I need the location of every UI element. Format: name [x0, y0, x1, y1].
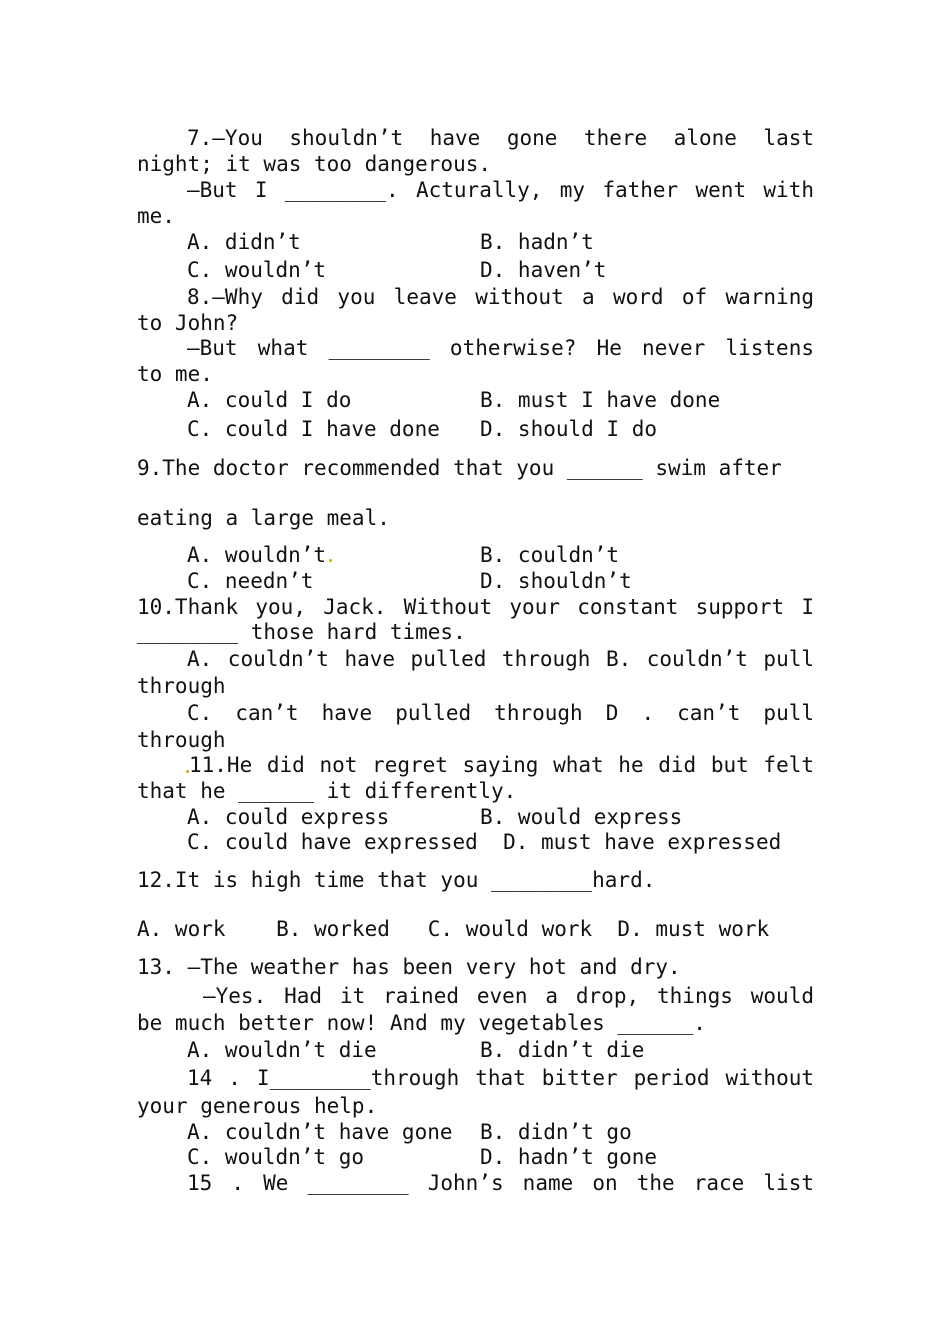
q8-line2: to John?: [137, 311, 239, 335]
q7-option-c: C. wouldn’t: [187, 258, 327, 282]
q12-line1: 12.It is high time that you ________hard.: [137, 868, 656, 892]
q7-option-d: D. haven’t: [480, 258, 607, 282]
q13-line2: —Yes. Had it rained even a drop, things would: [203, 984, 814, 1008]
q11-option-a: A. could express: [187, 805, 390, 829]
q7-option-a: A. didn’t: [187, 230, 301, 254]
q14-option-a: A. couldn’t have gone: [187, 1120, 453, 1144]
q9-line2: eating a large meal.: [137, 506, 390, 530]
q14-option-d: D. hadn’t gone: [480, 1145, 658, 1169]
q9-option-c: C. needn’t: [187, 569, 314, 593]
q14-line1: 14 . I________through that bitter period without: [187, 1066, 814, 1090]
q7-option-b: B. hadn’t: [480, 230, 594, 254]
q14-line2: your generous help.: [137, 1094, 378, 1118]
q7-line4: me.: [137, 204, 175, 228]
q7-line3: —But I ________. Acturally, my father went with: [187, 178, 814, 202]
q8-line4: to me.: [137, 362, 213, 386]
q13-option-a: A. wouldn’t die: [187, 1038, 377, 1062]
q10-line6: through: [137, 728, 226, 752]
q8-option-d: D. should I do: [480, 417, 658, 441]
q13-line3: be much better now! And my vegetables ______.: [137, 1011, 706, 1035]
q7-line2: night; it was too dangerous.: [137, 152, 492, 176]
q8-line3: —But what ________ otherwise? He never listens: [187, 336, 814, 360]
q11-line1: 11.He did not regret saying what he did but felt: [189, 753, 814, 777]
q14-option-c: C. wouldn’t go: [187, 1145, 365, 1169]
q8-option-a: A. could I do: [187, 388, 352, 412]
q8-line1: 8.—Why did you leave without a word of warning: [187, 285, 814, 309]
q11-line2: that he ______ it differently.: [137, 779, 517, 803]
q9-option-b: B. couldn’t: [480, 543, 620, 567]
q10-line4: through: [137, 674, 226, 698]
q14-option-b: B. didn’t go: [480, 1120, 632, 1144]
q11-options-cd: C. could have expressed D. must have expressed: [187, 830, 782, 854]
q10-line1: 10.Thank you, Jack. Without your constant support I: [137, 595, 814, 619]
q9-option-a: A. wouldn’t: [187, 543, 327, 567]
q9-line1: 9.The doctor recommended that you ______ swim after: [137, 456, 782, 480]
q11-option-b: B. would express: [480, 805, 683, 829]
q10-line5: C. can’t have pulled through D . can’t pull: [187, 701, 814, 725]
q10-line2: ________ those hard times.: [137, 620, 466, 644]
q12-options: A. work B. worked C. would work D. must work: [137, 917, 770, 941]
q15-line1: 15 . We ________ John’s name on the race list: [187, 1171, 814, 1195]
q8-option-b: B. must I have done: [480, 388, 721, 412]
q9-option-d: D. shouldn’t: [480, 569, 632, 593]
stray-mark-dot: [329, 559, 332, 562]
q7-line1: 7.—You shouldn’t have gone there alone last: [187, 126, 814, 150]
q10-line3: A. couldn’t have pulled through B. couldn’t pull: [187, 647, 814, 671]
q13-option-b: B. didn’t die: [480, 1038, 645, 1062]
q8-option-c: C. could I have done: [187, 417, 440, 441]
q13-line1: 13. —The weather has been very hot and dry.: [137, 955, 681, 979]
